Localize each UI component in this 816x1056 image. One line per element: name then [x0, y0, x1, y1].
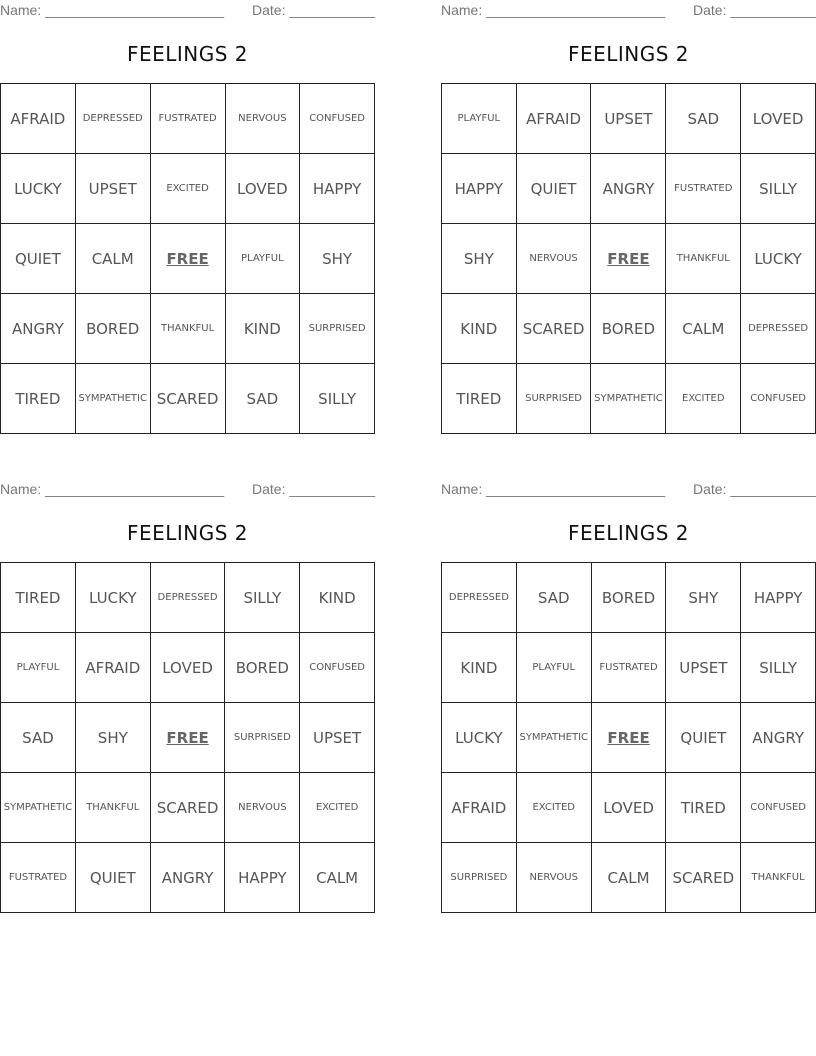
- free-space: FREE: [591, 703, 666, 773]
- name-date-line: [441, 479, 816, 499]
- bingo-cell: HAPPY: [741, 563, 816, 633]
- bingo-cell: ANGRY: [741, 703, 816, 773]
- grid-row: [442, 773, 816, 843]
- grid-row: [442, 294, 816, 364]
- date-field-label: Date: ___________: [693, 481, 816, 497]
- bingo-cell: SURPRISED: [516, 364, 591, 434]
- bingo-cell: KIND: [442, 633, 517, 703]
- grid-row: [442, 364, 816, 434]
- bingo-cell: SAD: [225, 364, 300, 434]
- bingo-cell: NERVOUS: [225, 84, 300, 154]
- bingo-cell: AFRAID: [442, 773, 517, 843]
- bingo-cell: DEPRESSED: [741, 294, 816, 364]
- bingo-cell: BORED: [225, 633, 300, 703]
- bingo-cell: KIND: [225, 294, 300, 364]
- bingo-cell: LUCKY: [75, 563, 150, 633]
- bingo-cell: NERVOUS: [225, 773, 300, 843]
- bingo-cell: SURPRISED: [442, 843, 517, 913]
- bingo-cell: LOVED: [150, 633, 225, 703]
- bingo-grid: [441, 83, 816, 434]
- bingo-cell: TIRED: [666, 773, 741, 843]
- bingo-cell: DEPRESSED: [150, 563, 225, 633]
- bingo-cell: SYMPATHETIC: [516, 703, 591, 773]
- name-date-line: [0, 479, 375, 499]
- grid-row: [442, 154, 816, 224]
- bingo-cell: SURPRISED: [225, 703, 300, 773]
- bingo-cell: AFRAID: [516, 84, 591, 154]
- bingo-cell: SURPRISED: [300, 294, 375, 364]
- bingo-cell: SHY: [75, 703, 150, 773]
- bingo-cell: QUIET: [516, 154, 591, 224]
- bingo-cell: AFRAID: [75, 633, 150, 703]
- bingo-cell: UPSET: [75, 154, 150, 224]
- bingo-cell: SHY: [300, 224, 375, 294]
- grid-row: [442, 633, 816, 703]
- bingo-cell: ANGRY: [1, 294, 76, 364]
- bingo-cell: SILLY: [741, 633, 816, 703]
- card-title: FEELINGS 2: [126, 42, 249, 66]
- bingo-grid: [0, 83, 375, 434]
- bingo-cell: SYMPATHETIC: [591, 364, 666, 434]
- bingo-cell: LUCKY: [1, 154, 76, 224]
- bingo-cell: SCARED: [150, 773, 225, 843]
- bingo-cell: CONFUSED: [300, 84, 375, 154]
- bingo-grid: [0, 562, 375, 913]
- grid-row: [1, 224, 375, 294]
- bingo-cell: FUSTRATED: [591, 633, 666, 703]
- bingo-cell: THANKFUL: [741, 843, 816, 913]
- date-field-label: Date: ___________: [252, 481, 375, 497]
- bingo-cell: QUIET: [75, 843, 150, 913]
- bingo-cell: PLAYFUL: [516, 633, 591, 703]
- bingo-cell: SHY: [442, 224, 517, 294]
- bingo-cell: CONFUSED: [741, 773, 816, 843]
- bingo-cell: BORED: [591, 563, 666, 633]
- name-date-line: [441, 0, 816, 20]
- bingo-cell: CONFUSED: [741, 364, 816, 434]
- free-space: FREE: [150, 703, 225, 773]
- bingo-grid: [441, 562, 816, 913]
- bingo-cell: QUIET: [666, 703, 741, 773]
- free-space: FREE: [150, 224, 225, 294]
- card-title: FEELINGS 2: [126, 521, 249, 545]
- grid-row: [1, 84, 375, 154]
- grid-row: [1, 633, 375, 703]
- bingo-cell: FUSTRATED: [1, 843, 76, 913]
- bingo-cell: NERVOUS: [516, 843, 591, 913]
- bingo-cell: KIND: [442, 294, 517, 364]
- bingo-cell: DEPRESSED: [442, 563, 517, 633]
- bingo-cell: PLAYFUL: [225, 224, 300, 294]
- bingo-cell: HAPPY: [300, 154, 375, 224]
- grid-row: [1, 773, 375, 843]
- name-field-label: Name: _______________________: [441, 2, 666, 18]
- bingo-cell: HAPPY: [225, 843, 300, 913]
- bingo-cell: UPSET: [300, 703, 375, 773]
- bingo-cell: TIRED: [1, 364, 76, 434]
- bingo-cell: EXCITED: [300, 773, 375, 843]
- name-date-line: [0, 0, 375, 20]
- bingo-cell: SYMPATHETIC: [1, 773, 76, 843]
- bingo-cell: KIND: [300, 563, 375, 633]
- grid-row: [1, 563, 375, 633]
- bingo-cell: SAD: [1, 703, 76, 773]
- card-title: FEELINGS 2: [567, 521, 690, 545]
- bingo-cell: SCARED: [516, 294, 591, 364]
- bingo-cell: CONFUSED: [300, 633, 375, 703]
- grid-row: [1, 364, 375, 434]
- date-field-label: Date: ___________: [693, 2, 816, 18]
- bingo-cell: CALM: [666, 294, 741, 364]
- name-field-label: Name: _______________________: [441, 481, 666, 497]
- bingo-cell: DEPRESSED: [75, 84, 150, 154]
- bingo-cell: EXCITED: [666, 364, 741, 434]
- bingo-cell: CALM: [300, 843, 375, 913]
- bingo-cell: FUSTRATED: [666, 154, 741, 224]
- bingo-cell: NERVOUS: [516, 224, 591, 294]
- bingo-cell: ANGRY: [591, 154, 666, 224]
- free-space: FREE: [591, 224, 666, 294]
- bingo-cell: TIRED: [1, 563, 76, 633]
- bingo-cell: ANGRY: [150, 843, 225, 913]
- grid-row: [1, 154, 375, 224]
- bingo-cell: BORED: [591, 294, 666, 364]
- bingo-cell: THANKFUL: [150, 294, 225, 364]
- grid-row: [442, 843, 816, 913]
- bingo-cell: SCARED: [150, 364, 225, 434]
- bingo-cell: FUSTRATED: [150, 84, 225, 154]
- bingo-cell: HAPPY: [442, 154, 517, 224]
- bingo-cell: THANKFUL: [75, 773, 150, 843]
- grid-row: [442, 224, 816, 294]
- name-field-label: Name: _______________________: [0, 481, 225, 497]
- bingo-cell: THANKFUL: [666, 224, 741, 294]
- grid-row: [1, 843, 375, 913]
- bingo-cell: UPSET: [666, 633, 741, 703]
- bingo-cell: EXCITED: [150, 154, 225, 224]
- bingo-cell: SILLY: [741, 154, 816, 224]
- grid-row: [442, 703, 816, 773]
- bingo-cell: LUCKY: [741, 224, 816, 294]
- grid-row: [442, 84, 816, 154]
- name-field-label: Name: _______________________: [0, 2, 225, 18]
- bingo-cell: SHY: [666, 563, 741, 633]
- bingo-cell: PLAYFUL: [1, 633, 76, 703]
- bingo-cell: SILLY: [300, 364, 375, 434]
- bingo-cell: UPSET: [591, 84, 666, 154]
- bingo-cell: QUIET: [1, 224, 76, 294]
- bingo-cell: SYMPATHETIC: [75, 364, 150, 434]
- grid-row: [1, 703, 375, 773]
- bingo-cell: SAD: [516, 563, 591, 633]
- grid-row: [1, 294, 375, 364]
- bingo-cell: LOVED: [225, 154, 300, 224]
- card-title: FEELINGS 2: [567, 42, 690, 66]
- bingo-cell: EXCITED: [516, 773, 591, 843]
- bingo-cell: AFRAID: [1, 84, 76, 154]
- bingo-cell: BORED: [75, 294, 150, 364]
- bingo-cell: LOVED: [591, 773, 666, 843]
- bingo-cell: LUCKY: [442, 703, 517, 773]
- bingo-cell: SCARED: [666, 843, 741, 913]
- bingo-cell: SAD: [666, 84, 741, 154]
- bingo-cell: CALM: [591, 843, 666, 913]
- bingo-cell: PLAYFUL: [442, 84, 517, 154]
- date-field-label: Date: ___________: [252, 2, 375, 18]
- bingo-cell: TIRED: [442, 364, 517, 434]
- grid-row: [442, 563, 816, 633]
- bingo-cell: LOVED: [741, 84, 816, 154]
- bingo-cell: CALM: [75, 224, 150, 294]
- bingo-cell: SILLY: [225, 563, 300, 633]
